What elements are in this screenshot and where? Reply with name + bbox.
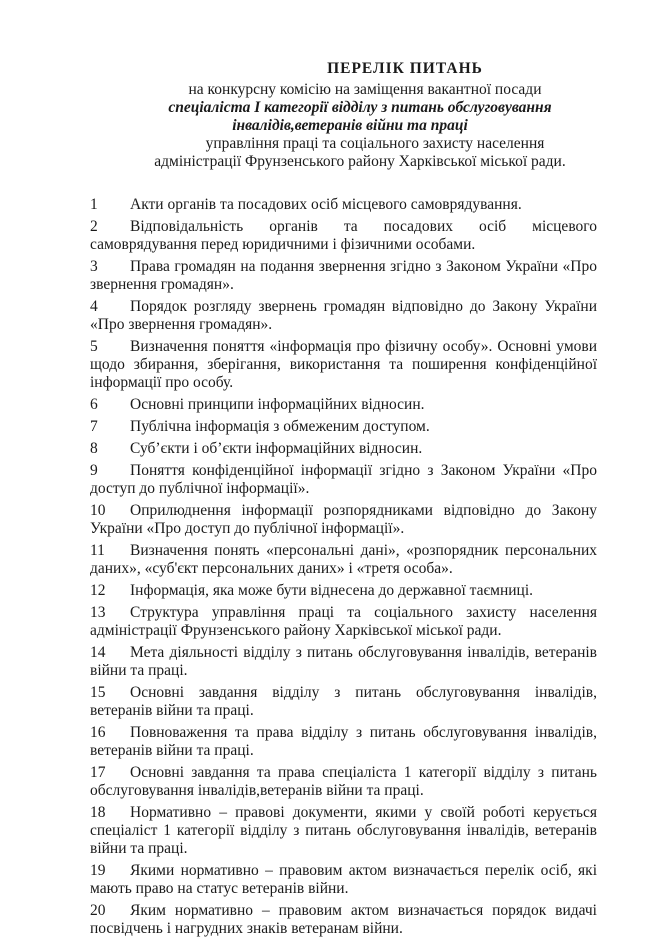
question-item — [90, 462, 597, 498]
question-number: 8 — [90, 440, 98, 457]
question-number: 3 — [90, 258, 98, 275]
question-item — [90, 862, 597, 898]
question-item — [90, 396, 597, 414]
question-number: 20 — [90, 902, 106, 919]
question-item — [90, 338, 597, 392]
question-item — [90, 418, 597, 436]
question-number: 18 — [90, 804, 106, 821]
question-item — [90, 196, 597, 214]
header-line-department: інвалідів,ветеранів війни та праці — [232, 117, 468, 134]
question-text: Інформація, яка може бути віднесена до державної таємниці. — [130, 582, 534, 599]
question-item — [90, 218, 597, 254]
question-item — [90, 804, 597, 858]
question-text: Основні принципи інформаційних відносин. — [130, 396, 425, 413]
question-text: Нормативно – правові документи, якими у своїй роботі керується спеціаліст 1 категорії відділу з питань обслуговування інвалідів, ветеранів війни та праці. — [90, 804, 597, 857]
question-number: 1 — [90, 196, 98, 213]
question-number: 12 — [90, 582, 106, 599]
question-text: Поняття конфіденційної інформації згідно з Законом України «Про доступ до публічної інформації». — [90, 462, 597, 497]
header-line-district: адміністрації Фрунзенського району Харківської міської ради. — [154, 153, 566, 170]
question-item — [90, 298, 597, 334]
question-item — [90, 258, 597, 294]
question-text: Акти органів та посадових осіб місцевого самоврядування. — [130, 196, 522, 213]
question-item — [90, 644, 597, 680]
question-text: Суб’єкти і об’єкти інформаційних відносин. — [130, 440, 423, 457]
question-text: Повноваження та права відділу з питань обслуговування інвалідів, ветеранів війни та праці. — [90, 724, 597, 759]
question-number: 2 — [90, 218, 98, 235]
question-text: Публічна інформація з обмеженим доступом. — [130, 418, 430, 435]
question-text: Мета діяльності відділу з питань обслуговування інвалідів, ветеранів війни та праці. — [90, 644, 597, 679]
question-number: 9 — [90, 462, 98, 479]
header-line-commission: на конкурсну комісію на заміщення вакантної посади — [188, 81, 542, 98]
question-list — [90, 196, 597, 942]
document-title: ПЕРЕЛІК ПИТАНЬ — [327, 60, 483, 77]
question-item — [90, 502, 597, 538]
question-item — [90, 604, 597, 640]
question-text: Визначення понять «персональні дані», «розпорядник персональних даних», «суб'єкт персональних даних» і «третя особа». — [90, 542, 597, 577]
question-number: 13 — [90, 604, 106, 621]
question-item — [90, 684, 597, 720]
question-number: 17 — [90, 764, 106, 781]
question-item — [90, 542, 597, 578]
question-number: 5 — [90, 338, 98, 355]
document-header — [60, 60, 646, 171]
question-item — [90, 764, 597, 800]
header-line-position: спеціаліста I категорії відділу з питань обслуговування — [168, 99, 552, 116]
question-text: Основні завдання відділу з питань обслуговування інвалідів, ветеранів війни та праці. — [90, 684, 597, 719]
question-item — [90, 724, 597, 760]
header-line-administration: управління праці та соціального захисту населення — [205, 135, 545, 152]
question-text: Права громадян на подання звернення згідно з Законом України «Про звернення громадян». — [90, 258, 597, 293]
question-text: Основні завдання та права спеціаліста 1 категорії відділу з питань обслуговування інвалідів,ветеранів війни та праці. — [90, 764, 597, 799]
question-number: 11 — [90, 542, 105, 559]
question-number: 6 — [90, 396, 98, 413]
question-number: 4 — [90, 298, 98, 315]
question-text: Якими нормативно – правовим актом визначається перелік осіб, які мають право на статус ветеранів війни. — [90, 862, 597, 897]
question-number: 15 — [90, 684, 106, 701]
question-text: Структура управління праці та соціального захисту населення адміністрації Фрунзенського району Харківської міської ради. — [90, 604, 597, 639]
question-text: Порядок розгляду звернень громадян відповідно до Закону України «Про звернення громадян». — [90, 298, 597, 333]
question-item — [90, 582, 597, 600]
question-item — [90, 440, 597, 458]
question-number: 10 — [90, 502, 106, 519]
question-text: Оприлюднення інформації розпорядниками відповідно до Закону України «Про доступ до публічної інформації». — [90, 502, 597, 537]
question-item — [90, 902, 597, 938]
question-text: Визначення поняття «інформація про фізичну особу». Основні умови щодо збирання, зберігання, використання та поширення конфіденційної інформації про особу. — [90, 338, 597, 391]
question-number: 14 — [90, 644, 106, 661]
question-number: 16 — [90, 724, 106, 741]
question-number: 19 — [90, 862, 106, 879]
question-number: 7 — [90, 418, 98, 435]
question-text: Яким нормативно – правовим актом визначається порядок видачі посвідчень і нагрудних знаків ветеранам війни. — [90, 902, 597, 937]
question-text: Відповідальність органів та посадових осіб місцевого самоврядування перед юридичними і фізичними особами. — [90, 218, 597, 253]
